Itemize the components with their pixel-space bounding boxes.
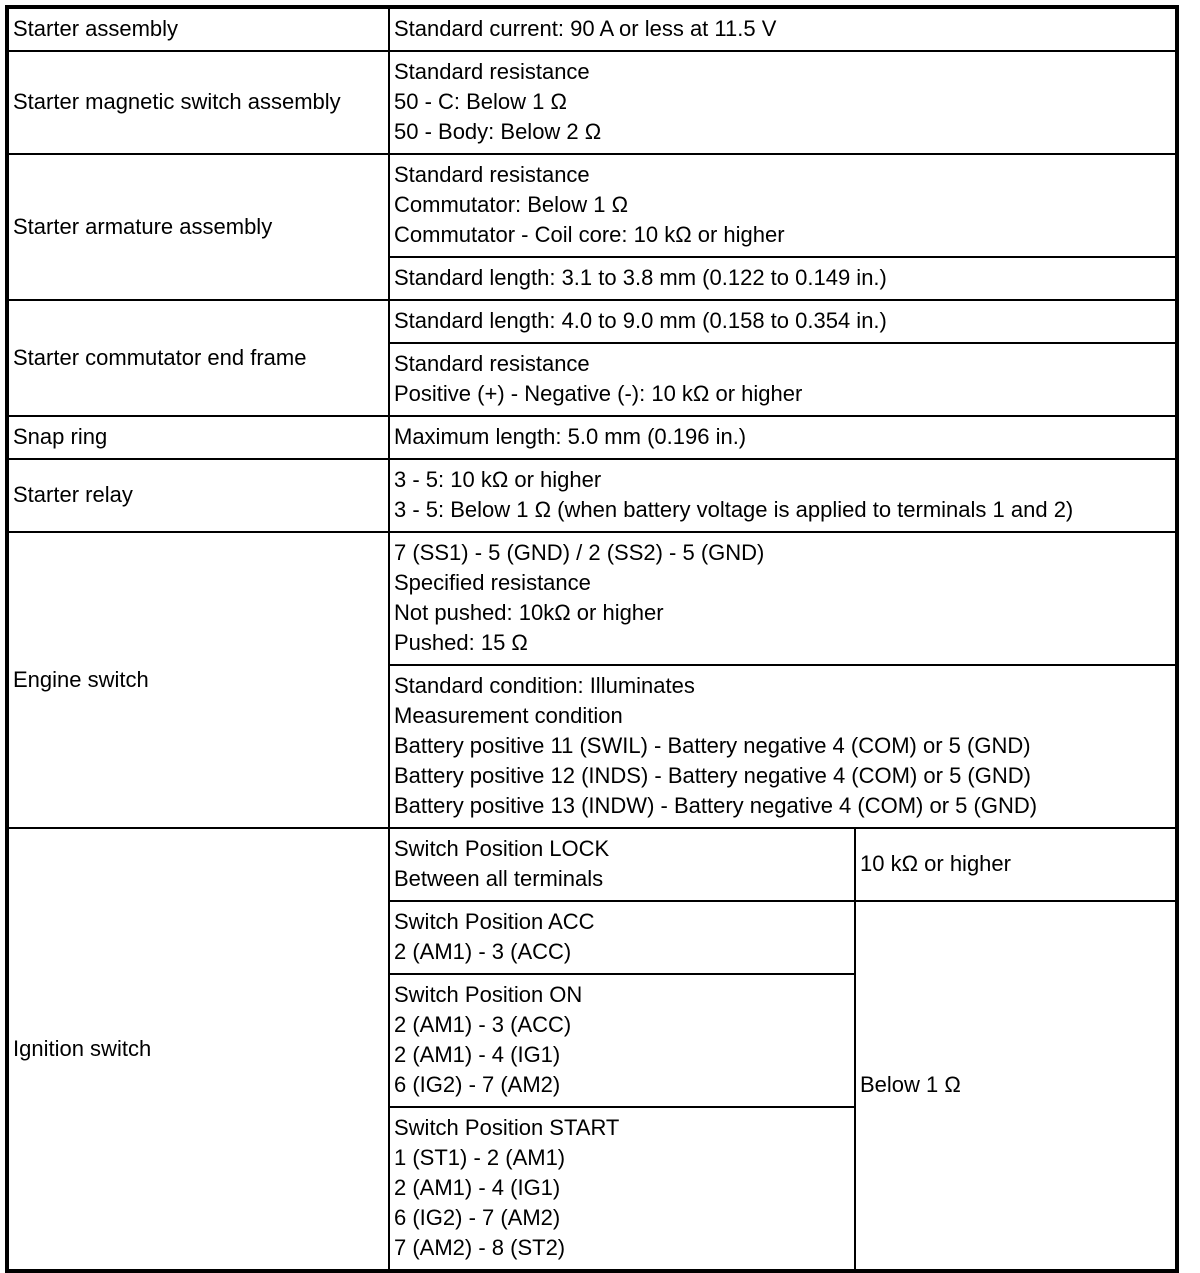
spec-line: Specified resistance [394, 570, 591, 595]
spec-line: Standard length: 3.1 to 3.8 mm (0.122 to 0.149 in.) [394, 265, 887, 290]
spec-line: 3 - 5: Below 1 Ω (when battery voltage is applied to terminals 1 and 2) [394, 497, 1074, 522]
spec-line: Battery positive 11 (SWIL) - Battery negative 4 (COM) or 5 (GND) [394, 733, 1031, 758]
component-label: Starter assembly [7, 7, 389, 51]
component-label: Ignition switch [7, 828, 389, 1271]
condition-cell [389, 901, 855, 974]
spec-line: Battery positive 12 (INDS) - Battery negative 4 (COM) or 5 (GND) [394, 763, 1031, 788]
spec-line: 6 (IG2) - 7 (AM2) [394, 1205, 561, 1230]
spec-line: 50 - Body: Below 2 Ω [394, 119, 602, 144]
spec-cell [389, 154, 1177, 257]
spec-line: Switch Position LOCK [394, 836, 610, 861]
spec-line: Standard resistance [394, 59, 590, 84]
spec-line: 3 - 5: 10 kΩ or higher [394, 467, 602, 492]
spec-line: Positive (+) - Negative (-): 10 kΩ or higher [394, 381, 803, 406]
component-label: Snap ring [7, 416, 389, 459]
spec-cell [389, 532, 1177, 665]
table-row [7, 532, 1177, 665]
spec-line: Pushed: 15 Ω [394, 630, 528, 655]
spec-line: 7 (SS1) - 5 (GND) / 2 (SS2) - 5 (GND) [394, 540, 765, 565]
spec-line: 7 (AM2) - 8 (ST2) [394, 1235, 566, 1260]
spec-line: Standard resistance [394, 351, 590, 376]
spec-cell [389, 665, 1177, 828]
spec-cell [389, 51, 1177, 154]
condition-cell [389, 1107, 855, 1271]
table-row [7, 7, 1177, 51]
spec-cell [389, 7, 1177, 51]
spec-cell [389, 416, 1177, 459]
spec-line: Standard current: 90 A or less at 11.5 V [394, 16, 777, 41]
spec-line: Commutator: Below 1 Ω [394, 192, 629, 217]
spec-line: Battery positive 13 (INDW) - Battery negative 4 (COM) or 5 (GND) [394, 793, 1038, 818]
spec-cell [389, 257, 1177, 300]
spec-cell [389, 343, 1177, 416]
table-row [7, 300, 1177, 343]
spec-line: Not pushed: 10kΩ or higher [394, 600, 664, 625]
component-label: Engine switch [7, 532, 389, 828]
spec-line: 2 (AM1) - 3 (ACC) [394, 939, 572, 964]
table-row [7, 416, 1177, 459]
spec-line: 6 (IG2) - 7 (AM2) [394, 1072, 561, 1097]
condition-cell [389, 974, 855, 1107]
spec-cell [389, 300, 1177, 343]
table-row [7, 828, 1177, 901]
table-row [7, 154, 1177, 257]
table-row [7, 459, 1177, 532]
spec-line: Standard condition: Illuminates [394, 673, 695, 698]
component-label: Starter relay [7, 459, 389, 532]
spec-line: Standard resistance [394, 162, 590, 187]
spec-line: 2 (AM1) - 4 (IG1) [394, 1175, 561, 1200]
value-cell: 10 kΩ or higher [855, 828, 1177, 901]
spec-cell [389, 459, 1177, 532]
spec-line: 1 (ST1) - 2 (AM1) [394, 1145, 566, 1170]
spec-line: Switch Position START [394, 1115, 620, 1140]
specification-table [5, 5, 1179, 1273]
spec-line: Between all terminals [394, 866, 604, 891]
spec-line: 2 (AM1) - 4 (IG1) [394, 1042, 561, 1067]
spec-line: 2 (AM1) - 3 (ACC) [394, 1012, 572, 1037]
spec-line: 50 - C: Below 1 Ω [394, 89, 567, 114]
spec-line: Measurement condition [394, 703, 623, 728]
component-label: Starter commutator end frame [7, 300, 389, 416]
spec-line: Commutator - Coil core: 10 kΩ or higher [394, 222, 785, 247]
spec-line: Maximum length: 5.0 mm (0.196 in.) [394, 424, 747, 449]
table-row [7, 51, 1177, 154]
value-cell: Below 1 Ω [855, 901, 1177, 1271]
spec-line: Switch Position ON [394, 982, 583, 1007]
component-label: Starter magnetic switch assembly [7, 51, 389, 154]
spec-line: Switch Position ACC [394, 909, 595, 934]
condition-cell [389, 828, 855, 901]
spec-line: Standard length: 4.0 to 9.0 mm (0.158 to 0.354 in.) [394, 308, 887, 333]
component-label: Starter armature assembly [7, 154, 389, 300]
